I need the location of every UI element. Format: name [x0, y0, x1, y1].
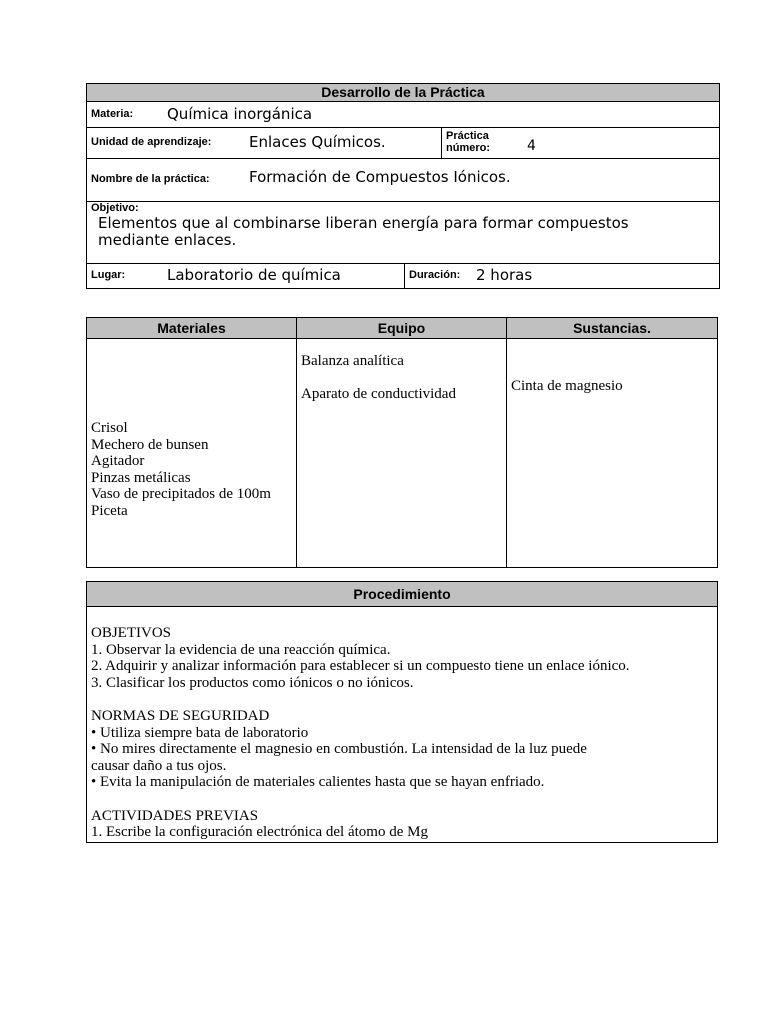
materiales-header: Materiales — [157, 320, 226, 336]
resources-table — [86, 317, 718, 568]
list-item: Balanza analítica — [301, 353, 404, 369]
list-item: Aparato de conductividad — [301, 386, 456, 403]
practica-numero-value: 4 — [527, 138, 536, 154]
lugar-divider — [404, 264, 405, 288]
nombre-value: Formación de Compuestos Iónicos. — [249, 168, 511, 186]
practica-numero-label: Práctica número: — [446, 130, 490, 154]
materia-row — [87, 102, 719, 128]
lugar-label: Lugar: — [91, 269, 126, 281]
list-item: Agitador — [91, 453, 145, 470]
materiales-list — [91, 420, 271, 520]
nombre-label: Nombre de la práctica: — [91, 173, 210, 185]
duracion-value: 2 horas — [476, 266, 533, 284]
objetivos-title: OBJETIVOS — [91, 625, 172, 641]
nombre-row — [87, 159, 719, 202]
sustancias-header: Sustancias. — [573, 320, 651, 336]
equipo-header: Equipo — [377, 320, 426, 336]
resources-header — [87, 318, 717, 339]
unidad-divider — [441, 128, 442, 158]
list-item: • No mires directamente el magnesio en combustión. La intensidad de la luz puede — [91, 741, 587, 758]
materia-value: Química inorgánica — [167, 105, 313, 123]
unidad-row — [87, 128, 719, 159]
list-item: Vaso de precipitados de 100m — [91, 486, 271, 503]
objetivo-value: Elementos que al combinarse liberan energía para formar compuestos mediante enlaces. — [98, 214, 629, 249]
procedure-table — [86, 581, 718, 843]
resources-divider-2 — [506, 318, 507, 567]
duracion-label: Duración: — [409, 269, 461, 281]
procedure-header: Procedimiento — [87, 582, 717, 607]
list-item: • Utiliza siempre bata de laboratorio — [91, 724, 309, 741]
lugar-value: Laboratorio de química — [167, 266, 341, 284]
actividades-title: ACTIVIDADES PREVIAS — [91, 807, 259, 824]
list-item: Cinta de magnesio — [511, 378, 623, 394]
unidad-label: Unidad de aprendizaje: — [91, 136, 212, 148]
list-item: causar daño a tus ojos. — [91, 757, 227, 774]
sustancias-list — [511, 378, 623, 395]
list-item: 2. Adquirir y analizar información para establecer si un compuesto tiene un enlace iónico. — [91, 658, 630, 675]
procedure-body — [91, 625, 713, 841]
lugar-row — [87, 264, 719, 288]
normas-title: NORMAS DE SEGURIDAD — [91, 707, 270, 724]
list-item: Mechero de bunsen — [91, 436, 209, 453]
list-item: Piceta — [91, 502, 128, 519]
practice-info-table — [86, 83, 720, 289]
list-item: 1. Observar la evidencia de una reacción química. — [91, 641, 391, 658]
list-item: 1. Escribe la configuración electrónica del átomo de Mg — [91, 824, 428, 841]
list-item: Pinzas metálicas — [91, 469, 191, 486]
unidad-value: Enlaces Químicos. — [249, 133, 386, 151]
practice-info-header: Desarrollo de la Práctica — [87, 84, 719, 102]
equipo-list — [301, 353, 456, 403]
list-item: • Evita la manipulación de materiales calientes hasta que se hayan enfriado. — [91, 774, 545, 791]
list-item: 3. Clasificar los productos como iónicos o no iónicos. — [91, 674, 414, 691]
materia-label: Materia: — [91, 108, 134, 120]
objetivo-row — [87, 202, 719, 264]
objetivo-label: Objetivo: — [91, 202, 139, 214]
list-item: Crisol — [91, 420, 128, 436]
resources-divider-1 — [296, 318, 297, 567]
